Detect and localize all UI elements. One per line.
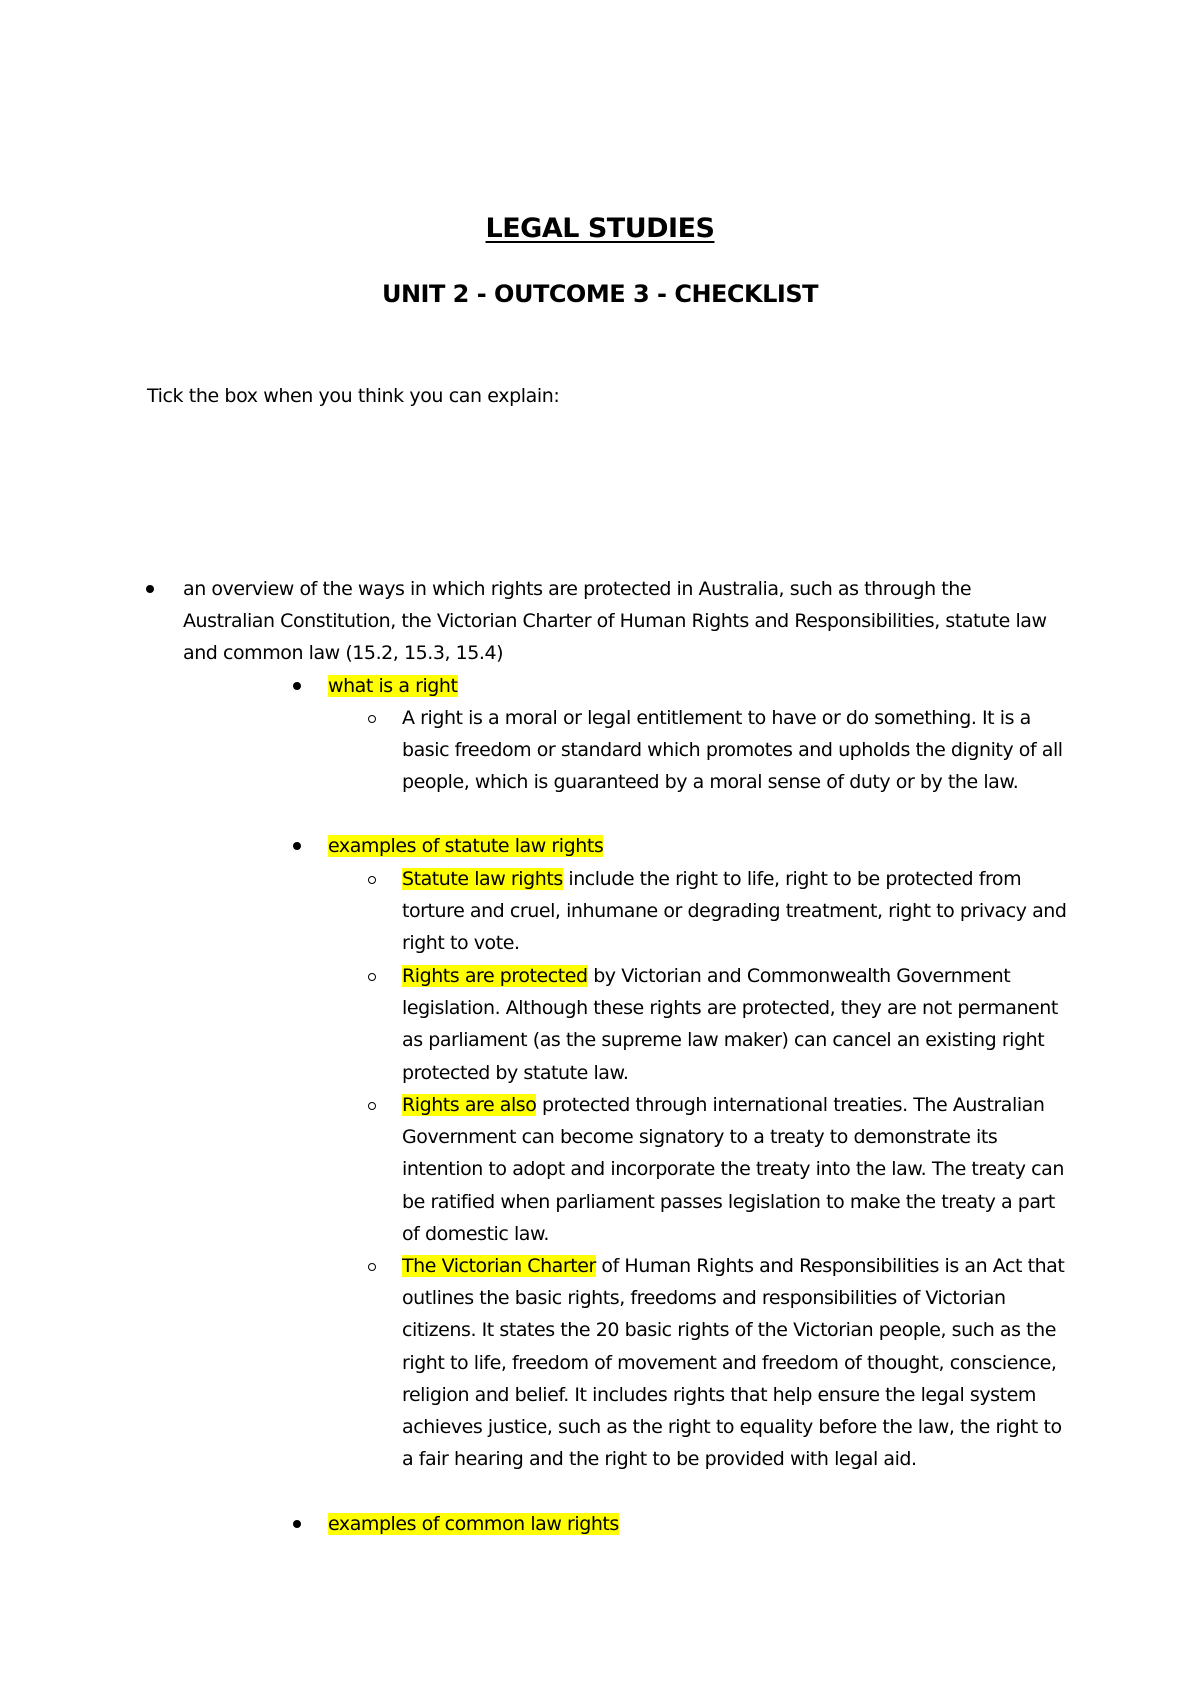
statute-point <box>402 1089 1067 1250</box>
statute-point <box>402 1250 1067 1475</box>
hollow-bullet-icon <box>368 973 376 981</box>
checklist-subitem-statute-law-rights <box>328 830 603 862</box>
checklist-item-overview: an overview of the ways in which rights are protected in Australia, such as through the Australian Constitution, the Victorian Charter of Human Rights and Responsibilities, statute law and common law (15.2, 15.3, 15.4) <box>183 578 1047 665</box>
document-title: LEGAL STUDIES <box>485 213 715 244</box>
bullet-icon <box>293 682 301 690</box>
statute-point <box>402 960 1067 1089</box>
document-subtitle: UNIT 2 - OUTCOME 3 - CHECKLIST <box>381 280 819 308</box>
highlighted-text: The Victorian Charter <box>402 1255 596 1277</box>
bullet-icon <box>293 1520 301 1528</box>
checklist-subitem-what-is-a-right <box>328 670 458 702</box>
highlighted-text: Statute law rights <box>402 868 563 890</box>
instruction-text: Tick the box when you think you can explain: <box>147 385 560 407</box>
highlighted-text: examples of common law rights <box>328 1513 619 1535</box>
hollow-bullet-icon <box>368 876 376 884</box>
highlighted-text: Rights are also <box>402 1094 537 1116</box>
highlighted-text: what is a right <box>328 675 458 697</box>
point-text: protected through international treaties. The Australian Government can become signatory to a treaty to demonstrate its intention to adopt and incorporate the treaty into the law. The treaty can be ratified when parliament passes legislation to make the treaty a part of domestic law. <box>402 1094 1064 1245</box>
bullet-icon <box>146 585 154 593</box>
statute-point <box>402 863 1067 960</box>
hollow-bullet-icon <box>368 715 376 723</box>
hollow-bullet-icon <box>368 1102 376 1110</box>
highlighted-text: Rights are protected <box>402 965 588 987</box>
right-definition-text: A right is a moral or legal entitlement to have or do something. It is a basic freedom or standard which promotes and upholds the dignity of all people, which is guaranteed by a moral sense of duty or by the law. <box>402 707 1063 794</box>
checklist-subitem-common-law-rights <box>328 1508 619 1540</box>
point-text: include the right to life, right to be protected from torture and cruel, inhumane or degrading treatment, right to privacy and right to vote. <box>402 868 1067 955</box>
point-text: by Victorian and Commonwealth Government legislation. Although these rights are protected, they are not permanent as parliament (as the supreme law maker) can cancel an existing right protected by statute law. <box>402 965 1058 1084</box>
highlighted-text: examples of statute law rights <box>328 835 604 857</box>
bullet-icon <box>293 842 301 850</box>
point-text: of Human Rights and Responsibilities is an Act that outlines the basic rights, freedoms and responsibilities of Victorian citizens. It states the 20 basic rights of the Victorian people, such as the right to life, freedom of movement and freedom of thought, conscience, religion and belief. It includes rights that help ensure the legal system achieves justice, such as the right to equality before the law, the right to a fair hearing and the right to be provided with legal aid. <box>402 1255 1065 1471</box>
hollow-bullet-icon <box>368 1263 376 1271</box>
